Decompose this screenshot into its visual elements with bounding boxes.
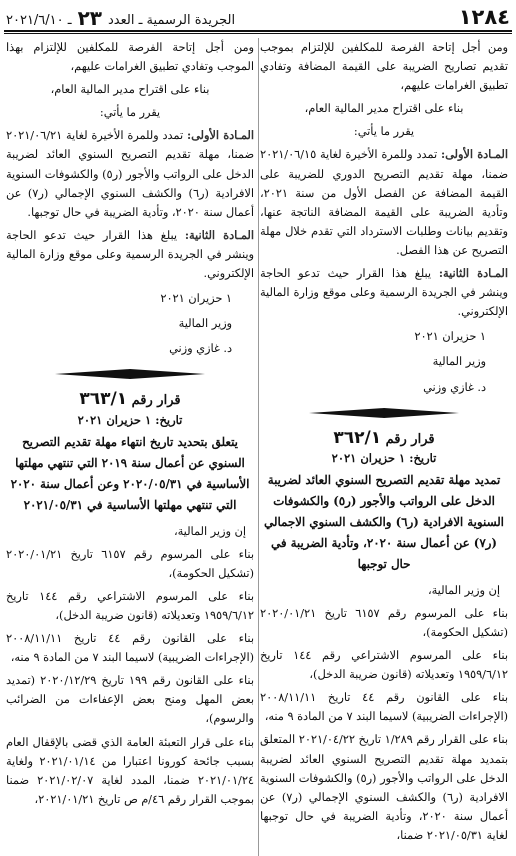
recital: بناء على القانون رقم ٤٤ تاريخ ٢٠٠٨/١١/١١ (الإجراءات الضريبية) لاسيما البند ٧ من المادة ٩ منه، bbox=[6, 632, 254, 665]
left-column bbox=[6, 38, 254, 856]
minister-line: إن وزير المالية، bbox=[427, 583, 500, 597]
decree-heading bbox=[6, 390, 254, 410]
decree-number: ٣٦٢/١ bbox=[333, 427, 382, 448]
decides-line: يقرر ما يأتي: bbox=[99, 106, 161, 120]
recital: بناء على المرسوم رقم ٦١٥٧ تاريخ ٢٠٢٠/٠١/٢١ (تشكيل الحكومة)، bbox=[6, 547, 254, 580]
decree-heading bbox=[260, 429, 508, 449]
proposal-line: بناء على اقتراح مدير المالية العام، bbox=[50, 83, 210, 97]
intro-paragraph: ومن أجل إتاحة الفرصة للمكلفين للإلتزام بهذا الموجب وتفادي تطبيق الغرامات عليهم، bbox=[6, 41, 254, 74]
issue-date: ـ ٢٠٢١/٦/١٠ bbox=[6, 13, 72, 28]
article-1-text: تمدد وللمرة الأخيرة لغاية ٢٠٢١/٠٦/١٥ ضمنا، مهلة تقديم التصريح الدوري للضريبة على القيمة المضافة عن الفصل الأول من سنة ٢٠٢١، وتأدية الضريبة على القيمة المضافة الناتجة عنها، وتقديم بيانات وطلبات الاسترداد التي تقدم خلال مهلة التصريح عن هذا الفصل. bbox=[260, 148, 508, 257]
article-1 bbox=[6, 126, 254, 221]
recital: بناء على قرار التعبئة العامة الذي قضى بالإقفال العام بسبب جائحة كورونا اعتبارا من ٢٠٢١/٠١/١٤ ولغاية ٢٠٢١/٠١/٢٤ ضمنا، المدد لغاية ٢٠٢١/٠٢/٠٧ ضمنا بموجب القرار رقم ٤٦/م ص تاريخ ٢٠٢١/٠١/٢١، bbox=[6, 735, 254, 806]
signature-date: ١ حزيران ٢٠٢١ bbox=[414, 330, 486, 344]
header-rule bbox=[4, 30, 512, 32]
intro-paragraph: ومن أجل إتاحة الفرصة للمكلفين للإلتزام بموجب تقديم تصاريح الضريبة على القيمة المضافة وتفادي تطبيق الغرامات عليهم، bbox=[260, 41, 508, 93]
ornament-divider-icon bbox=[55, 368, 205, 380]
header-rule-thin bbox=[4, 33, 512, 34]
signature-role: وزير المالية bbox=[432, 355, 486, 369]
article-1-label: المـادة الأولى: bbox=[440, 147, 508, 162]
signature-block bbox=[260, 327, 508, 396]
article-1-text: تمدد وللمرة الأخيرة لغاية ٢٠٢١/٠٦/٢١ ضمنا، مهلة تقديم التصريح السنوي العائد لضريبة الدخل على الرواتب والأجور (ر٥) والكشوفات السنوية الافرادية (ر٦) والكشف السنوي الإجمالي (ر٧) عن أعمال سنة ٢٠٢٠، وتأدية الضريبة في حال توجبها. bbox=[6, 129, 254, 219]
article-2-label: المـادة الثانية: bbox=[438, 266, 508, 281]
article-2-text: يبلغ هذا القرار حيث تدعو الحاجة وينشر في الجريدة الرسمية وعلى موقع وزارة المالية الإلكتروني. bbox=[6, 228, 254, 281]
signature-date: ١ حزيران ٢٠٢١ bbox=[160, 292, 232, 306]
section-ornament bbox=[6, 368, 254, 382]
decree-subject: يتعلق بتحديد تاريخ انتهاء مهلة تقديم التصريح السنوي عن أعمال سنة ٢٠١٩ التي تنتهي مهلتها الأساسية في ٢٠٢٠/٠٥/٣١ وعن أعمال سنة ٢٠٢٠ التي تنتهي مهلتها الأساسية في ٢٠٢١/٠٥/٣١ bbox=[10, 434, 250, 512]
page-number: ١٢٨٤ bbox=[458, 5, 510, 29]
recital: بناء على المرسوم رقم ٦١٥٧ تاريخ ٢٠٢٠/٠١/٢١ (تشكيل الحكومة)، bbox=[260, 606, 508, 639]
issue-number: ٢٣ bbox=[77, 6, 103, 30]
article-1-label: المـادة الأولى: bbox=[186, 128, 254, 143]
decides-line: يقرر ما يأتي: bbox=[353, 125, 415, 139]
proposal-line: بناء على اقتراح مدير المالية العام، bbox=[304, 102, 464, 116]
recital: بناء على القانون رقم ١٩٩ تاريخ ٢٠٢٠/١٢/٢٩ (تمديد بعض المهل ومنح بعض الإعفاءات من الضرائب والرسوم)، bbox=[6, 674, 254, 726]
article-2-text: يبلغ هذا القرار حيث تدعو الحاجة وينشر في الجريدة الرسمية وعلى موقع وزارة المالية الإلكتروني. bbox=[260, 267, 508, 319]
ornament-divider-icon bbox=[309, 407, 459, 419]
decree-title: قرار رقم bbox=[385, 431, 435, 447]
decree-title: قرار رقم bbox=[131, 393, 181, 409]
article-2 bbox=[6, 226, 254, 283]
article-2 bbox=[260, 264, 508, 321]
running-title bbox=[6, 8, 235, 28]
recital: بناء على القرار رقم ١/٢٨٩ تاريخ ٢٠٢١/٠٤/٢٢ المتعلق بتمديد مهلة تقديم التصريح السنوي العائد لضريبة الدخل على الرواتب والأجور (ر٥) والكشوفات السنوية الافرادية (ر٦) والكشف السنوي الإجمالي (ر٧) عن أعمال سنة ٢٠٢٠، وتأدية الضريبة في حال توجبها لغاية ٢٠٢١/٠٥/٣١ ضمنا، bbox=[260, 733, 508, 842]
decree-date: تاريخ: ١ حزيران ٢٠٢١ bbox=[77, 412, 183, 427]
article-2-label: المـادة الثانية: bbox=[184, 227, 254, 242]
journal-name: الجريدة الرسمية ـ العدد bbox=[108, 13, 236, 28]
recital: بناء على المرسوم الاشتراعي رقم ١٤٤ تاريخ ١٩٥٩/٦/١٢ وتعديلاته (قانون ضريبة الدخل)، bbox=[260, 649, 508, 682]
article-1 bbox=[260, 145, 508, 260]
signature-name: د. غازي وزني bbox=[423, 380, 486, 394]
recital: بناء على القانون رقم ٤٤ تاريخ ٢٠٠٨/١١/١١ (الإجراءات الضريبية) لاسيما البند ٧ من المادة ٩ منه، bbox=[260, 691, 508, 724]
signature-role: وزير المالية bbox=[178, 317, 232, 331]
minister-line: إن وزير المالية، bbox=[173, 524, 246, 538]
page-header bbox=[6, 4, 510, 28]
decree-subject: تمديد مهلة تقديم التصريح السنوي العائد لضريبة الدخل على الرواتب والأجور (ر٥) والكشوفات السنوية الافرادية (ر٦) والكشف السنوي الاجمالي (ر٧) عن أعمال سنة ٢٠٢٠، وتأدية الضريبة في حال توجبها bbox=[264, 472, 504, 571]
section-ornament bbox=[260, 407, 508, 421]
recital: بناء على المرسوم الاشتراعي رقم ١٤٤ تاريخ ١٩٥٩/٦/١٢ وتعديلاته (قانون ضريبة الدخل)، bbox=[6, 589, 254, 622]
signature-block bbox=[6, 289, 254, 358]
right-column bbox=[260, 38, 508, 856]
signature-name: د. غازي وزني bbox=[169, 342, 232, 356]
decree-number: ٣٦٣/١ bbox=[79, 389, 128, 410]
decree-date: تاريخ: ١ حزيران ٢٠٢١ bbox=[331, 450, 437, 465]
column-divider bbox=[258, 38, 259, 856]
